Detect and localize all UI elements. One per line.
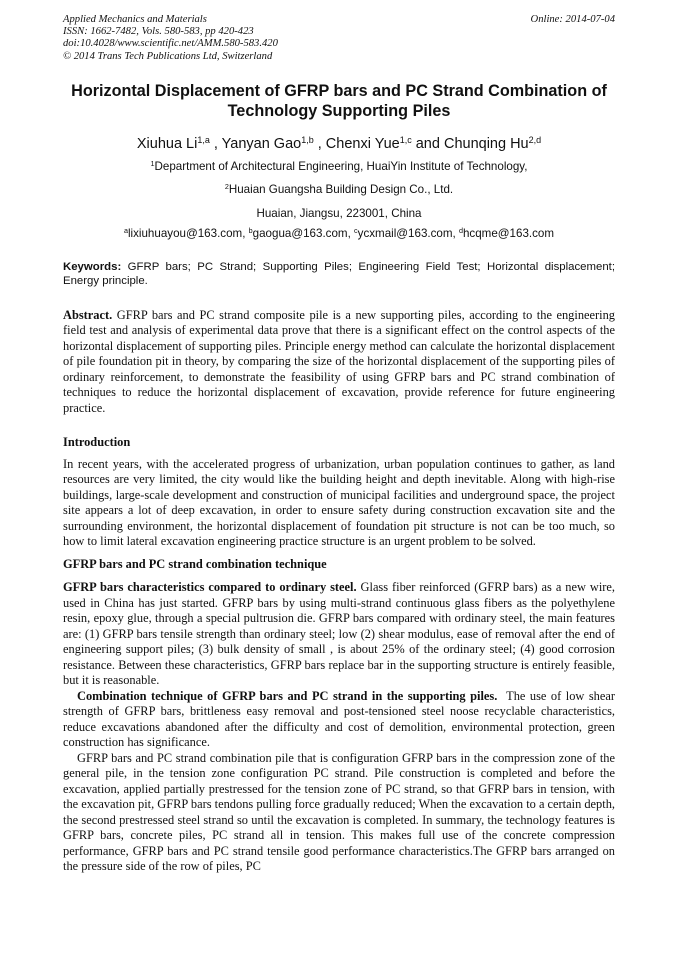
keywords	[63, 261, 615, 288]
affiliations	[63, 155, 615, 226]
email-sup: a	[123, 226, 128, 236]
copyright: © 2014 Trans Tech Publications Ltd, Switzerland	[63, 50, 273, 62]
affiliation-2	[63, 178, 615, 202]
abstract-text: GFRP bars and PC strand composite pile is a new supporting piles, according to the engineering field test and analysis of experimental data prove that there is a significant effect on the control aspects of the horizontal displacement of supporting piles. Principle energy method can calculate the horizontal displacement of pile foundation pit in theory, by comparing the size of the horizontal displacement of the supporting piles of ordinary reinforcement, to demonstrate the feasibility of using GFRP bars and PC strand combination of techniques to reduce the horizontal displacement of excavation, provide reference for future engineering practice.	[63, 307, 615, 415]
email-link[interactable]: lixiuhuayou@163.com,	[127, 227, 246, 241]
aff-sup: 2	[224, 182, 229, 192]
keywords-text: GFRP bars; PC Strand; Supporting Piles; Engineering Field Test; Horizontal displacement; Energy principle.	[63, 261, 615, 287]
abstract-label: Abstract.	[63, 307, 113, 322]
paragraph-text: The use of low shear strength of GFRP bars, brittleness easy removal and post-tensioned steel noose recyclable characteristics, reduce excavations abandoned after the difficulty and cost of demolition, environmental protection, green construction has significance.	[63, 688, 615, 749]
online-date: Online: 2014-07-04	[530, 14, 615, 25]
journal-name: Applied Mechanics and Materials	[63, 14, 207, 25]
issn: ISSN: 1662-7482, Vols. 580-583, pp 420-423	[63, 26, 254, 38]
author-sup: 2,d	[528, 134, 542, 145]
email-link[interactable]: gaogua@163.com,	[252, 227, 351, 241]
email-sup: c	[354, 226, 358, 236]
author-sup: 1,a	[197, 134, 210, 145]
paragraph-text: Glass fiber reinforced (GFRP bars) as a new wire, used in China has just started. GFRP bars by using multi-strand continuous glass fibers as the polyethylene resin, epoxy glue, through a special pultrusion die. GFRP bars compared with ordinary steel, the main features are: (1) GFRP bars tensile strength than ordinary steel; low (2) shear modulus, ease of removal after the end of engineering support piles; (3) bulk density of small , is about 25% of the ordinary steel; (4) good corrosion resistance. Between these characteristics, GFRP bars replace bar in the supporting structure is entirely feasible, but it is reasonable.	[63, 580, 615, 687]
technique-paragraph-1	[63, 580, 615, 689]
section-heading-introduction: Introduction	[63, 435, 131, 449]
author-name: Chunqing Hu	[443, 135, 529, 152]
author-sup: 1,b	[301, 134, 314, 145]
affiliation-address: Huaian, Jiangsu, 223001, China	[256, 206, 422, 220]
aff-text: Huaian Guangsha Building Design Co., Ltd.	[228, 183, 454, 197]
aff-sup: 1	[150, 158, 155, 168]
email-link[interactable]: ycxmail@163.com,	[357, 227, 456, 241]
journal-header	[63, 14, 615, 63]
author-name: Chenxi Yue	[325, 135, 400, 152]
author-name: Xiuhua Li	[136, 135, 198, 152]
author-sup: 1,c	[399, 134, 412, 145]
email-sup: b	[248, 226, 253, 236]
technique-paragraph-3: GFRP bars and PC strand combination pile that is configuration GFRP bars in the compression zone of the general pile, in the tension zone configuration PC strand. Pile construction is completed and before the excavation, applied partially prestressed for the tension zone of PC strand, so that GFRP bars in tension, with the excavation pit, GFRP bars tendons pulling force gradually reduced; When the excavation to a certain depth, the second prestressed steel strand so until the excavation is completed. In summary, the technology features is GFRP bars, concrete piles, PC strand all in tension. This makes full use of the concrete compression performance, GFRP bars and PC strand tensile good performance characteristics.The GFRP bars arranged on the pressure side of the row of piles, PC	[63, 750, 615, 873]
paragraph-lead: Combination technique of GFRP bars and PC strand in the supporting piles.	[77, 688, 498, 703]
affiliation-1	[63, 155, 615, 179]
email-sup: d	[458, 226, 463, 236]
paper-page	[63, 14, 615, 875]
email-link[interactable]: hcqme@163.com	[462, 227, 555, 241]
section-heading-technique: GFRP bars and PC strand combination technique	[63, 556, 327, 571]
author-list: Xiuhua Li$^{1,a}$ , Yanyan Gao$^{1,b}$ , Chenxi Yue$^{1,c}$ and Chunqing Hu$^{2,d}$	[136, 134, 542, 152]
paragraph-lead: GFRP bars characteristics compared to ordinary steel.	[63, 580, 357, 594]
doi: doi:10.4028/www.scientific.net/AMM.580-583.420	[63, 38, 278, 50]
aff-text: Department of Architectural Engineering, HuaiYin Institute of Technology,	[154, 159, 528, 173]
author-emails	[63, 225, 615, 243]
intro-paragraph: In recent years, with the accelerated progress of urbanization, urban population continues to gather, as land resources are very limited, the city would like the building height and depth inevitable. Along with high-rise buildings, large-scale development and construction of municipal facilities and underground space, the project site appears a lot of deep excavation, in order to ensure safety during construction excavation site and the surrounding environment, the horizontal displacement of foundation pit structure is not can be too much, so how to limit lateral excavation engineering practice structure is an urgent problem to be solved.	[63, 456, 615, 548]
technique-paragraph-2	[63, 689, 615, 751]
author-and: and	[415, 135, 440, 152]
abstract	[63, 308, 615, 417]
author-name: Yanyan Gao	[221, 135, 302, 152]
keywords-label: Keywords:	[63, 261, 122, 274]
paper-title: Horizontal Displacement of GFRP bars and PC Strand Combination of Technology Supporting Piles	[71, 81, 607, 120]
